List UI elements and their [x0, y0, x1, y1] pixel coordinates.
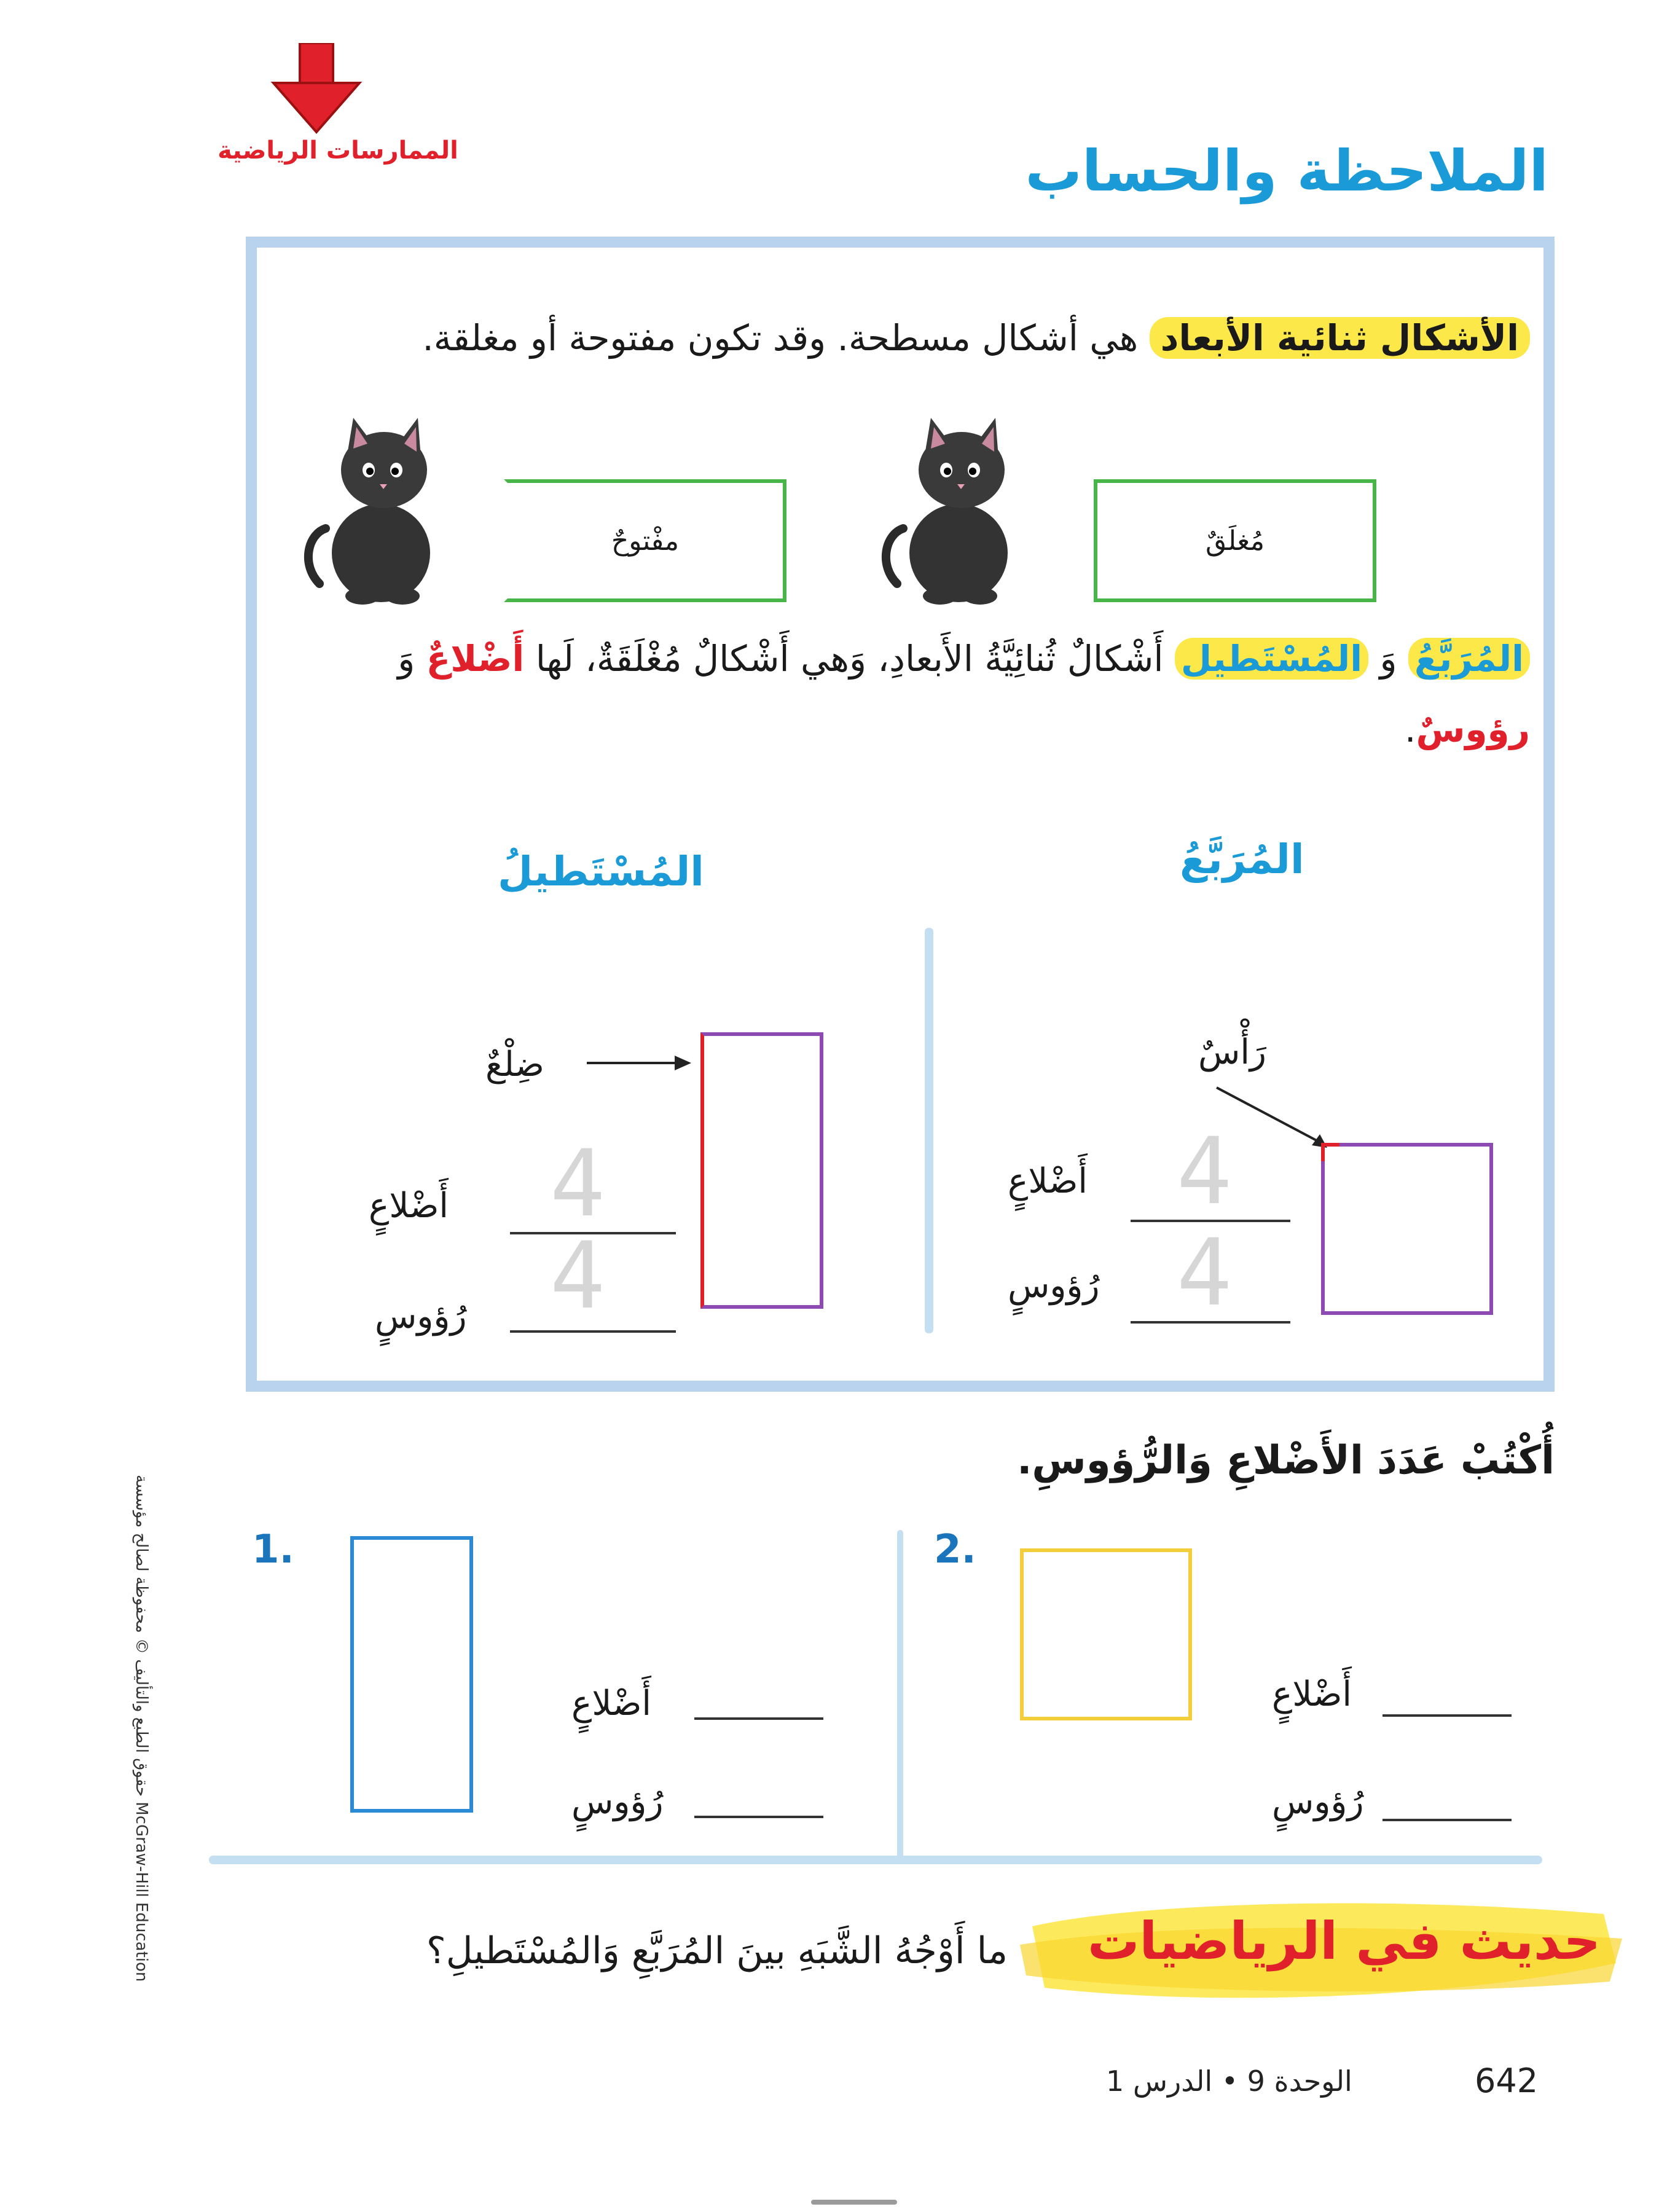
square-vertices-blank: [1131, 1321, 1290, 1324]
exercise-2-square: [1020, 1548, 1192, 1720]
exercise-1-rectangle: [350, 1536, 473, 1813]
square-title: المُرَبَّعُ: [1180, 836, 1304, 883]
column-divider: [925, 928, 933, 1333]
intro-paragraph: [270, 301, 1530, 375]
open-label: مفْتوحٌ: [611, 525, 680, 557]
rectangle-sides-label: أَضْلاعٍ: [369, 1186, 449, 1226]
intro-highlight: الأشكال ثنائية الأبعاد: [1150, 317, 1530, 359]
square-vertices-label: رُؤوسٍ: [1008, 1266, 1100, 1306]
definition-text: أَشْكالٌ ثُنائِيَّةُ الأَبعادِ، وَهي أَشْكالٌ مُغْلَقَةٌ، لَها: [524, 638, 1175, 680]
cat-illustration: [295, 412, 461, 608]
exercise-1-sides-input[interactable]: [694, 1717, 823, 1720]
period: .: [1405, 708, 1416, 750]
vertices-term: رؤوسٌ: [1416, 708, 1530, 750]
exercise-1-vertices-label: رُؤوسٍ: [571, 1782, 664, 1822]
home-indicator-bar[interactable]: [811, 2200, 897, 2205]
square-sides-label: أَضْلاعٍ: [1008, 1161, 1088, 1201]
exercise-1-number: 1.: [252, 1527, 294, 1572]
rectangle-title: المُسْتَطيلُ: [498, 848, 704, 895]
and-word: وَ: [398, 638, 426, 680]
exercise-2-vertices-label: رُؤوسٍ: [1272, 1782, 1364, 1822]
rectangle-vertices-trace: 4: [549, 1223, 606, 1330]
sides-term: أَضْلاعٌ: [426, 638, 525, 680]
square-term: المُرَبَّعُ: [1408, 638, 1530, 680]
exercise-1-sides-label: أَضْلاعٍ: [571, 1684, 651, 1724]
exercise-1-vertices-input[interactable]: [694, 1816, 823, 1818]
unit-lesson-label: الوحدة 9 • الدرس 1: [1106, 2065, 1352, 2098]
page-number: 642: [1475, 2061, 1539, 2100]
page-title: الملاحظة والحساب: [1025, 138, 1548, 204]
down-arrow-icon: [270, 43, 363, 135]
rectangle-sides-trace: 4: [549, 1131, 606, 1237]
rectangle-vertices-label: رُؤوسٍ: [375, 1296, 467, 1336]
side-label: ضِلْعٌ: [485, 1045, 544, 1084]
exercise-divider: [897, 1530, 903, 1862]
intro-text: هي أشكال مسطحة. وقد تكون مفتوحة أو مغلقة.: [422, 317, 1150, 359]
exercise-2-sides-input[interactable]: [1382, 1714, 1512, 1717]
square-sides-trace: 4: [1176, 1118, 1233, 1225]
copyright-credit: حقوق الطبع والتأليف © محفوظة لصالح مؤسسة McGraw-Hill Education: [132, 1475, 151, 1982]
exercise-instruction: أُكْتُبْ عَدَدَ الأَضْلاعِ وَالرُّؤوسِ.: [1017, 1438, 1555, 1483]
exercise-2-vertices-input[interactable]: [1382, 1819, 1512, 1821]
section-divider: [209, 1856, 1542, 1864]
closed-label: مُغلَقٌ: [1205, 525, 1265, 557]
math-practices-label: الممارسات الرياضية: [218, 136, 458, 165]
talk-math-question: ما أَوْجُهُ الشَّبَهِ بينَ المُرَبَّعِ وَالمُسْتَطيلِ؟: [426, 1929, 1008, 1972]
square-shape: [1321, 1143, 1493, 1315]
square-vertices-trace: 4: [1176, 1220, 1233, 1327]
exercise-2-sides-label: أَضْلاعٍ: [1272, 1674, 1352, 1714]
closed-shape-example: [1094, 479, 1376, 602]
exercise-2-number: 2.: [934, 1527, 976, 1572]
square-sides-blank: [1131, 1220, 1290, 1222]
rectangle-term: المُسْتَطيل: [1175, 638, 1368, 680]
square-vertex-mark: [1321, 1143, 1339, 1161]
talk-math-title: حديث في الرياضيات: [1088, 1911, 1601, 1971]
rectangle-sides-blank: [510, 1232, 676, 1234]
side-pointer-arrow: [584, 1051, 694, 1075]
vertex-label: رَأْسٌ: [1198, 1032, 1266, 1072]
cat-illustration: [873, 412, 1038, 608]
rectangle-shape: [700, 1032, 823, 1309]
definition-paragraph: [270, 624, 1530, 765]
and-word: وَ: [1368, 638, 1408, 680]
rectangle-vertices-blank: [510, 1330, 676, 1333]
open-shape-example: [504, 479, 786, 602]
